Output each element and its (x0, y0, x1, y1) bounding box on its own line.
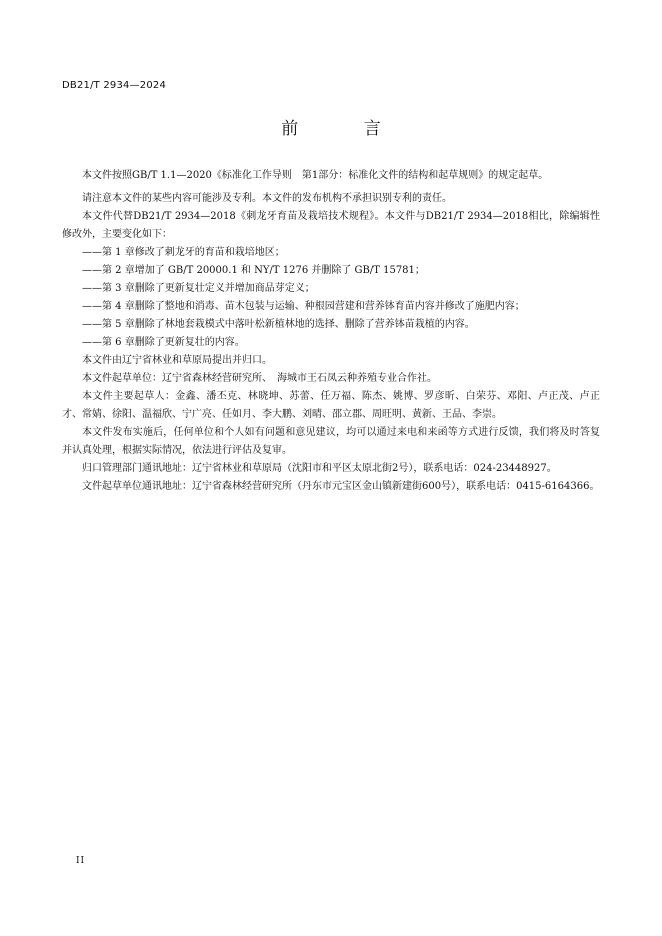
change-item: ——第 3 章删除了更新复壮定义并增加商品芽定义； (82, 283, 315, 294)
standard-code: DB21/T 2934—2024 (62, 80, 167, 91)
page-number: II (76, 856, 86, 866)
paragraph-proposer: 本文件由辽宁省林业和草原局提出并归口。 (82, 355, 272, 366)
change-item: ——第 1 章修改了刺龙牙的育苗和栽培地区； (82, 247, 285, 258)
paragraph-drafters: 本文件主要起草人：金鑫、潘丕克、林晓坤、苏蕾、任万福、陈杰、姚博、罗彦昕、白荣芬、邓阳、卢正茂、卢正才、常婧、徐阳、温福欣、宁广亮、任如月、李大鹏、刘晴、邵立郡、周旺明、黄新、王品、李崇。 (62, 391, 600, 420)
change-item: ——第 6 章删除了更新复壮的内容。 (82, 337, 245, 348)
paragraph-drafting-basis: 本文件按照GB/T 1.1—2020《标准化工作导则 第1部分：标准化文件的结构和起草规则》的规定起草。 (82, 170, 549, 181)
paragraph-patent-notice: 请注意本文件的某些内容可能涉及专利。本文件的发布机构不承担识别专利的责任。 (82, 193, 452, 204)
paragraph-authority-address: 归口管理部门通讯地址：辽宁省林业和草原局（沈阳市和平区太原北街2号），联系电话：024-23448927。 (82, 463, 557, 474)
change-item: ——第 2 章增加了 GB/T 20000.1 和 NY/T 1276 并删除了 GB/T 15781； (82, 265, 425, 276)
paragraph-drafter-address: 文件起草单位通讯地址：辽宁省森林经营研究所（丹东市元宝区金山镇新建街600号），联系电话：0415-6164366。 (82, 481, 600, 492)
paragraph-drafting-units: 本文件起草单位：辽宁省森林经营研究所、 海城市王石凤云种养殖专业合作社。 (82, 373, 437, 384)
paragraph-feedback: 本文件发布实施后，任何单位和个人如有问题和意见建议，均可以通过来电和来函等方式进行反馈，我们将及时答复并认真处理，根据实际情况，依法进行评估及复审。 (62, 427, 600, 456)
change-item: ——第 5 章删除了林地套栽模式中落叶松新植林地的选择、删除了营养钵苗栽植的内容。 (82, 319, 475, 330)
foreword-body (62, 167, 600, 496)
page-title: 前 言 (281, 119, 411, 139)
paragraph-replacement: 本文件代替DB21/T 2934—2018《刺龙牙育苗及栽培技术规程》。本文件与DB21/T 2934—2018相比，除编辑性修改外，主要变化如下： (62, 211, 600, 240)
change-item: ——第 4 章删除了整地和消毒、苗木包装与运输、种根园营建和营养钵育苗内容并修改了施肥内容； (82, 301, 525, 312)
